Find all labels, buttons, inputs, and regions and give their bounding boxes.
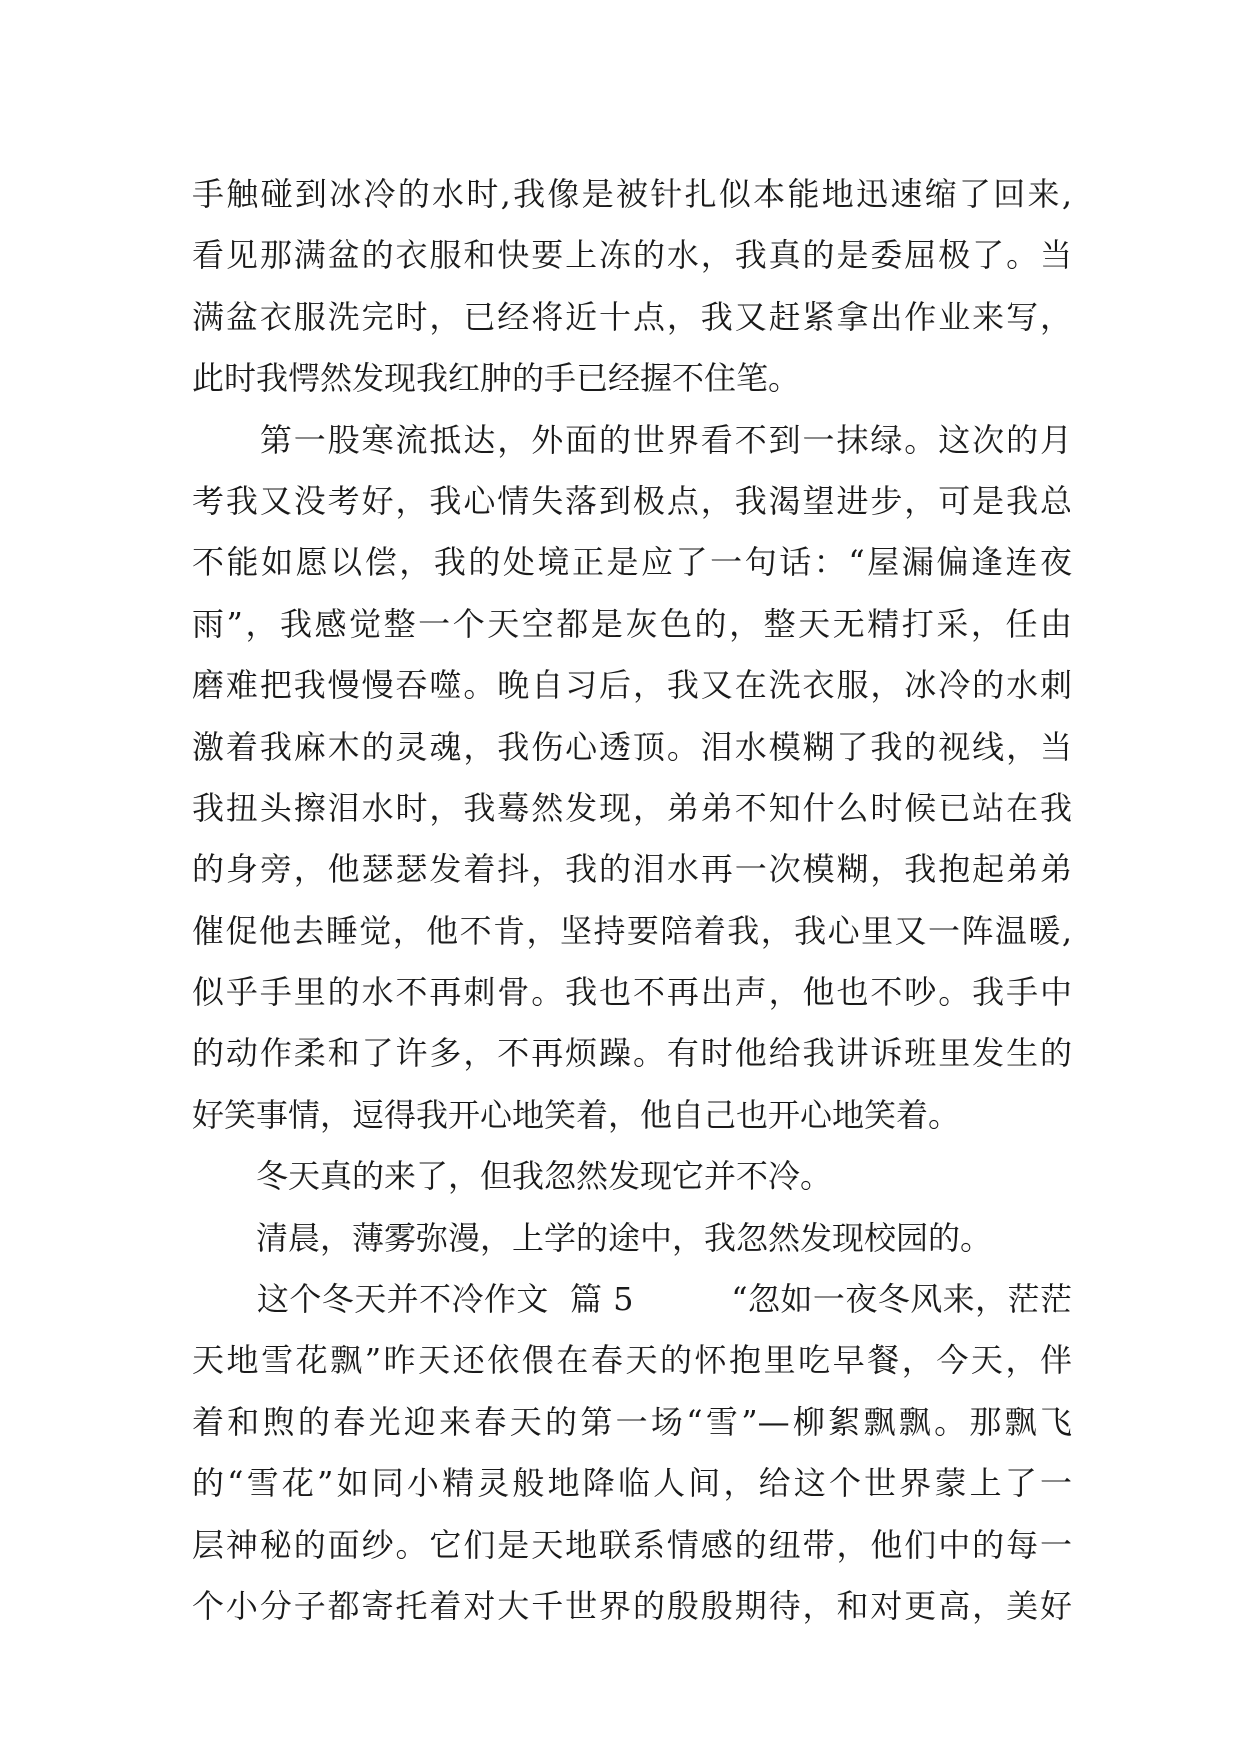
text-line: 清晨，薄雾弥漫，上学的途中，我忽然发现校园的。 [192, 1218, 993, 1257]
text-line: 着和煦的春光迎来春天的第一场“雪”—柳絮飘飘。那飘飞 [192, 1402, 1072, 1441]
text-line: 雨”，我感觉整一个天空都是灰色的，整天无精打采，任由 [192, 604, 1072, 643]
text-line: 催促他去睡觉，他不肯，坚持要陪着我，我心里又一阵温暖, [192, 911, 1072, 950]
text-line: 天地雪花飘”昨天还依偎在春天的怀抱里吃早餐，今天，伴 [192, 1341, 1072, 1380]
text-line: 激着我麻木的灵魂，我伤心透顶。泪水模糊了我的视线，当 [192, 727, 1072, 766]
text-line: 第一股寒流抵达，外面的世界看不到一抹绿。这次的月 [192, 420, 1072, 459]
text-line: 不能如愿以偿，我的处境正是应了一句话：“屋漏偏逢连夜 [192, 543, 1072, 582]
text-line: 看见那满盆的衣服和快要上冻的水，我真的是委屈极了。当 [192, 236, 1072, 275]
text-line: 这个冬天并不冷作文 篇 5 “忽如一夜冬风来，茫茫 [192, 1280, 1072, 1319]
text-line: 好笑事情，逗得我开心地笑着，他自己也开心地笑着。 [192, 1095, 961, 1134]
essay-text [192, 164, 1072, 1637]
text-line: 满盆衣服洗完时，已经将近十点，我又赶紧拿出作业来写， [192, 297, 1072, 336]
text-line: 的“雪花”如同小精灵般地降临人间，给这个世界蒙上了一 [192, 1464, 1072, 1503]
text-line: 磨难把我慢慢吞噬。晚自习后，我又在洗衣服，冰冷的水刺 [192, 666, 1072, 705]
text-line: 个小分子都寄托着对大千世界的殷殷期待，和对更高，美好 [192, 1586, 1072, 1625]
text-line: 似乎手里的水不再刺骨。我也不再出声，他也不吵。我手中 [192, 973, 1072, 1012]
text-line: 考我又没考好，我心情失落到极点，我渴望进步，可是我总 [192, 481, 1072, 520]
text-line: 的动作柔和了许多，不再烦躁。有时他给我讲诉班里发生的 [192, 1034, 1072, 1073]
text-line: 此时我愕然发现我红肿的手已经握不住笔。 [192, 359, 801, 398]
text-line: 层神秘的面纱。它们是天地联系情感的纽带，他们中的每一 [192, 1525, 1072, 1564]
text-line: 冬天真的来了，但我忽然发现它并不冷。 [192, 1157, 833, 1196]
text-line: 我扭头擦泪水时，我蓦然发现，弟弟不知什么时候已站在我 [192, 788, 1072, 827]
text-line: 手触碰到冰冷的水时,我像是被针扎似本能地迅速缩了回来, [192, 175, 1072, 213]
text-line: 的身旁，他瑟瑟发着抖，我的泪水再一次模糊，我抱起弟弟 [192, 850, 1072, 889]
